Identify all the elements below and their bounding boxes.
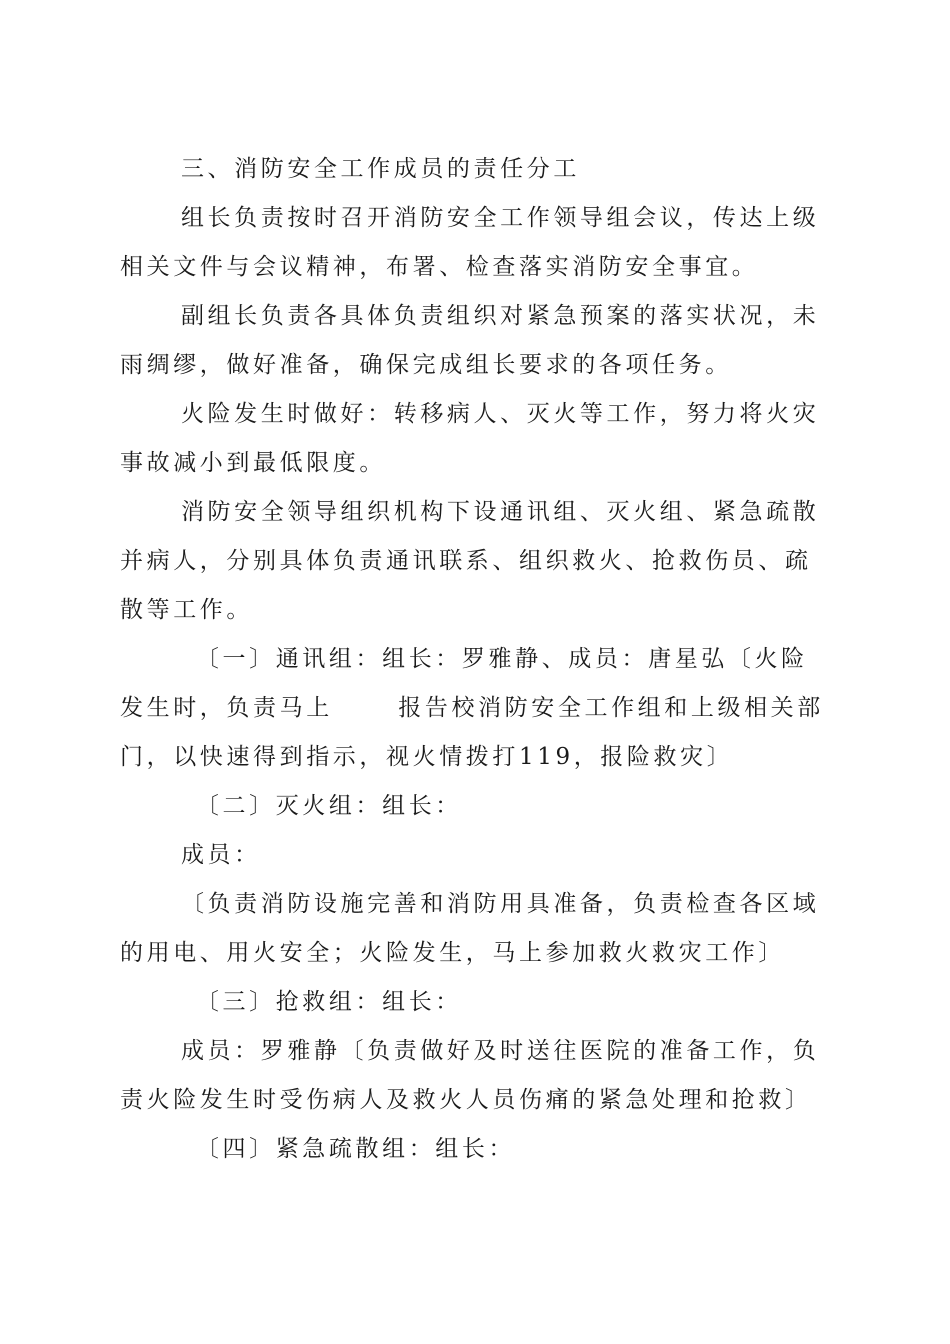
paragraph-firefight-group: 〔二〕灭火组：组长：	[195, 793, 462, 819]
paragraph-firefight-members: 成员：	[180, 842, 261, 868]
paragraph-evac-group: 〔四〕紧急疏散组：组长：	[195, 1136, 516, 1162]
paragraph-rescue-group: 〔三〕抢救组：组长：	[195, 989, 462, 1015]
paragraph-comm-group: 〔一〕通讯组：组长：罗雅静、成员：唐星弘〔火险发生时，负责马上 报告校消防安全工作组和上级相关部门，以快速得到指示，视火情拨打119，报险救灾〕	[120, 646, 824, 770]
paragraph-leader-duty: 组长负责按时召开消防安全工作领导组会议，传达上级相关文件与会议精神，布署、检查落实消防安全事宜。	[120, 205, 820, 280]
paragraph-deputy-duty: 副组长负责各具体负责组织对紧急预案的落实状况，未雨绸缪，做好准备，确保完成组长要求的各项任务。	[120, 303, 820, 378]
paragraph-rescue-members: 成员：罗雅静〔负责做好及时送往医院的准备工作，负责火险发生时受伤病人及救火人员伤痛的紧急处理和抢救〕	[120, 1038, 820, 1113]
document-body	[120, 145, 832, 1174]
paragraph-org-structure: 消防安全领导组织机构下设通讯组、灭火组、紧急疏散并病人，分别具体负责通讯联系、组织救火、抢救伤员、疏散等工作。	[120, 499, 820, 623]
paragraph-fire-response: 火险发生时做好：转移病人、灭火等工作，努力将火灾事故减小到最低限度。	[120, 401, 820, 476]
section-heading: 三、消防安全工作成员的责任分工	[180, 156, 580, 182]
paragraph-firefight-duty: 〔负责消防设施完善和消防用具准备，负责检查各区域的用电、用火安全；火险发生，马上参加救火救灾工作〕	[120, 891, 820, 966]
